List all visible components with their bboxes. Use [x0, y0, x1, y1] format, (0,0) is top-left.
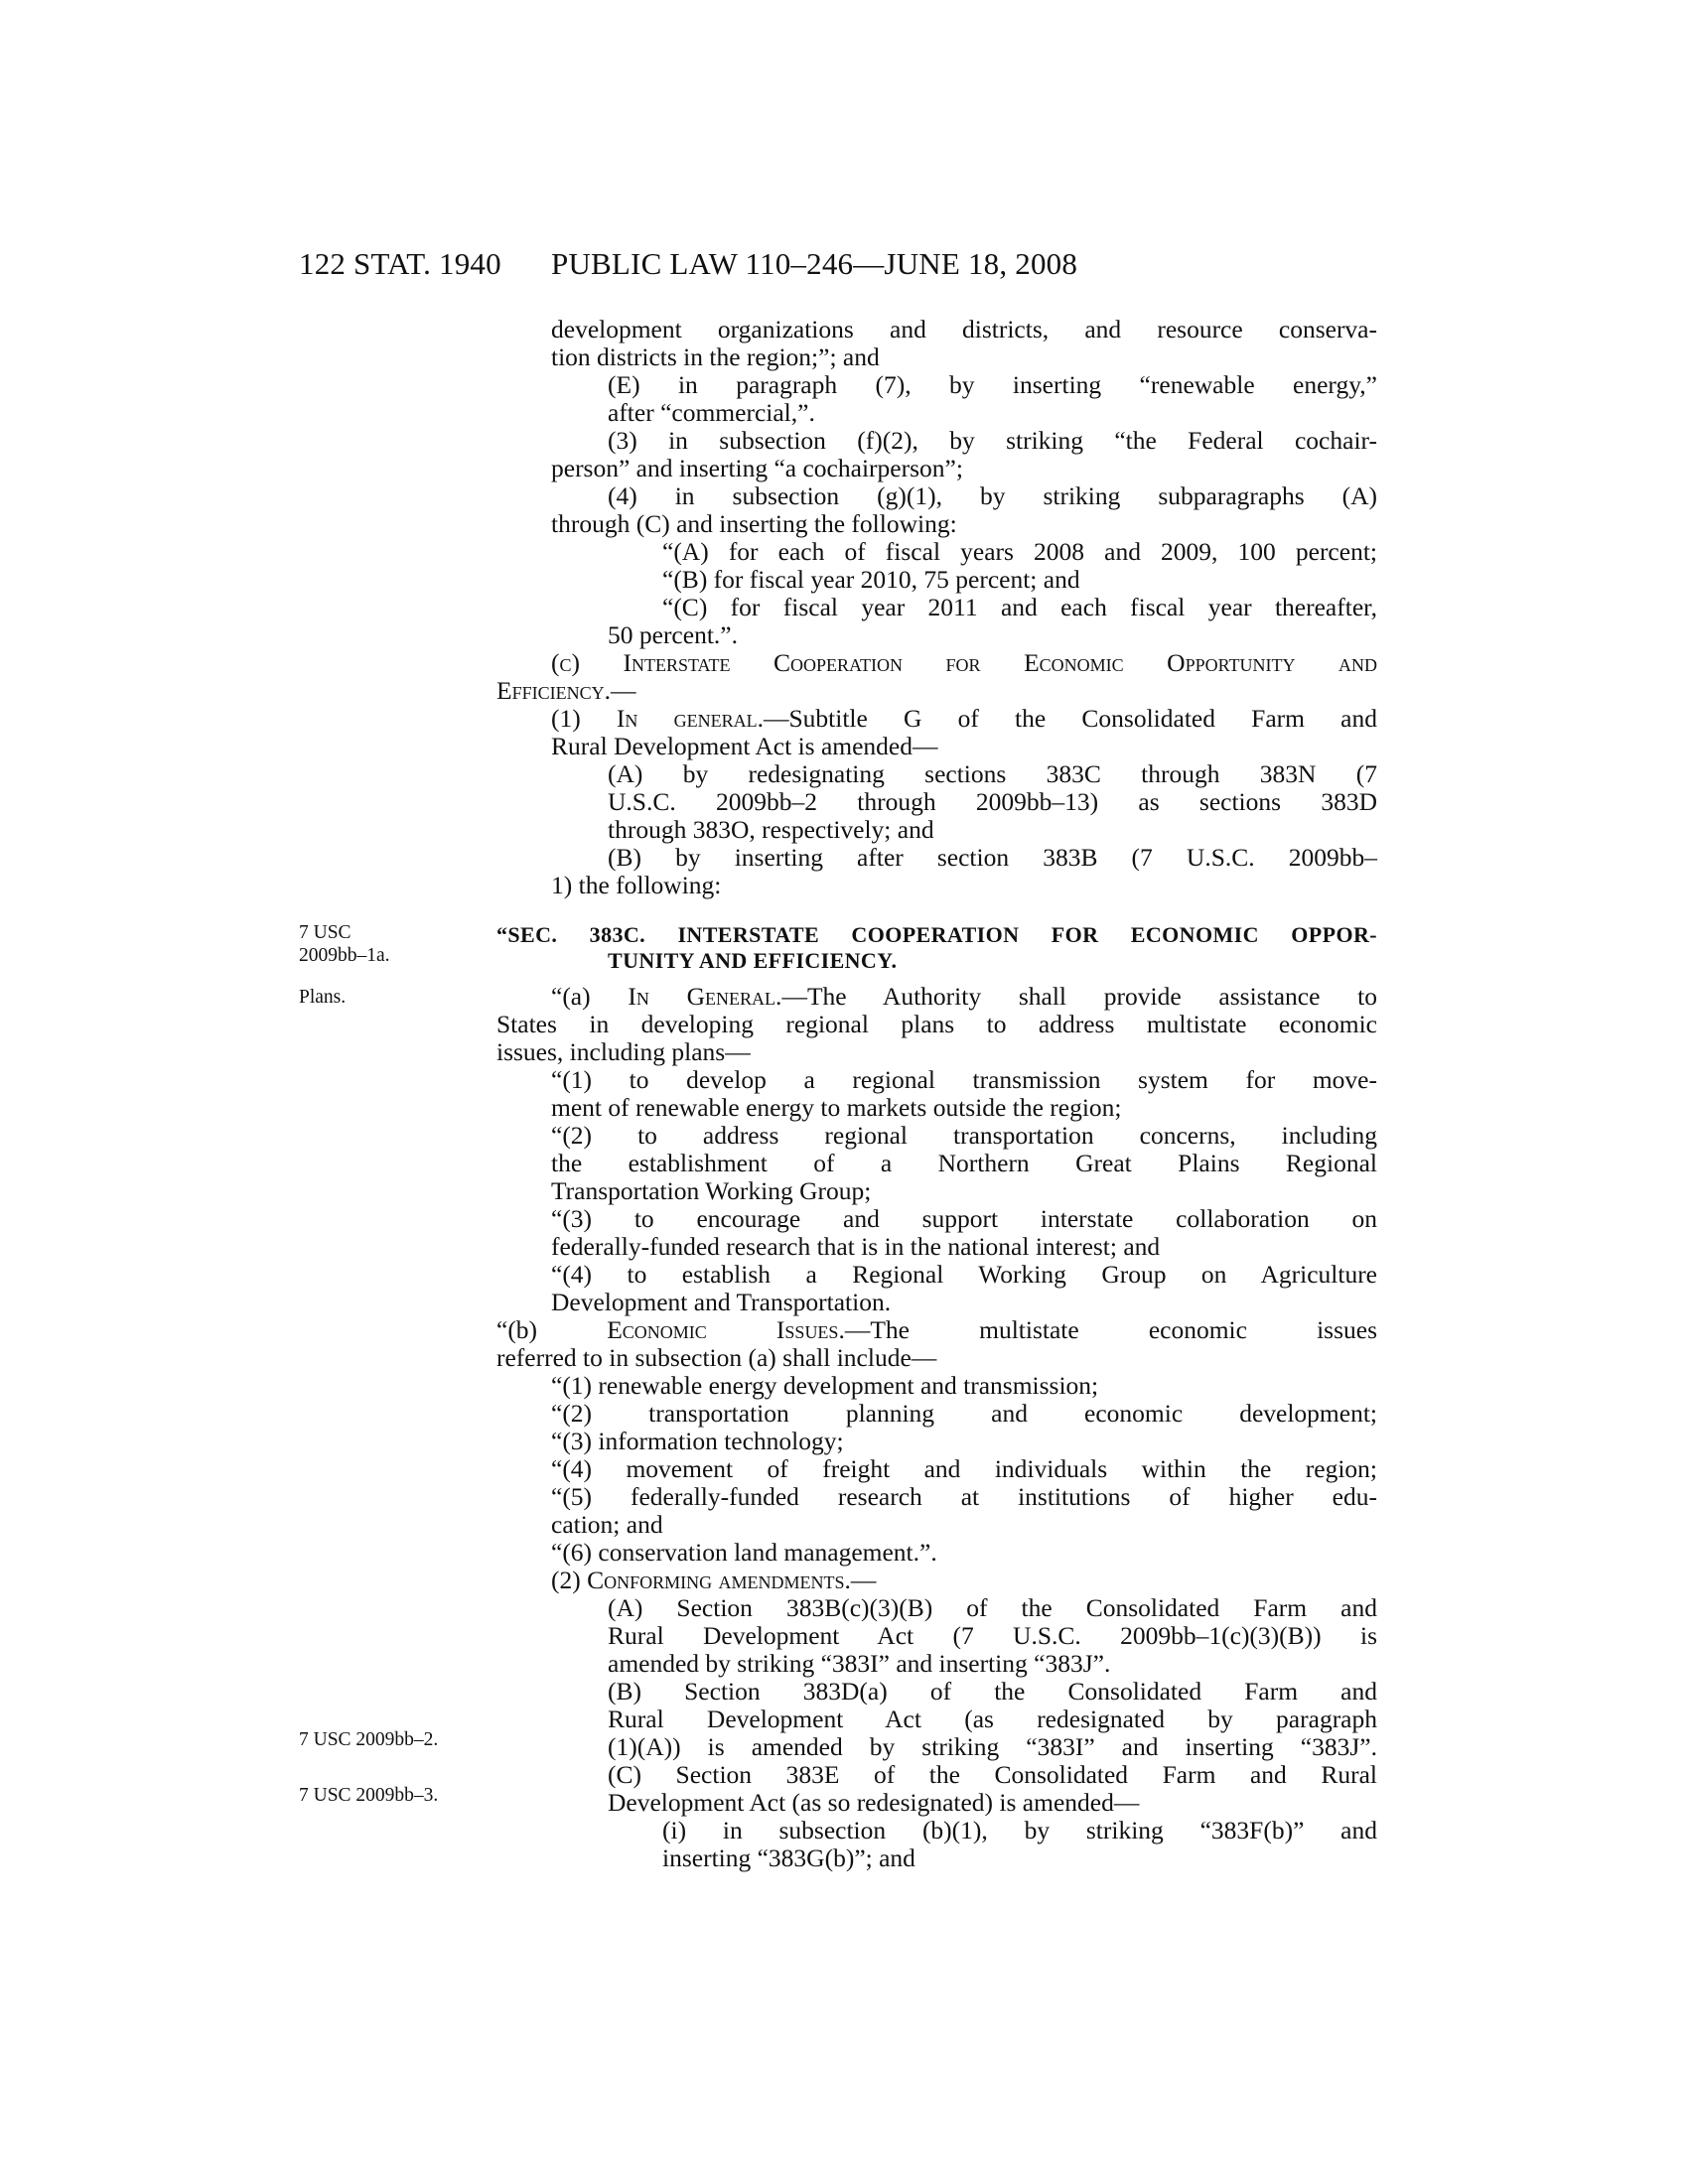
- text-line: development organizations and districts, and resource conserva-: [551, 315, 1377, 343]
- margin-note-usc-1a-line1: 7 USC: [299, 922, 352, 943]
- text-line: “(3) information technology;: [551, 1427, 844, 1455]
- text-line: (E) in paragraph (7), by inserting “renewable energy,”: [608, 370, 1377, 399]
- paragraph-2-heading: [551, 1567, 876, 1594]
- text-line: through (C) and inserting the following:: [551, 509, 957, 538]
- text-line: 1) the following:: [551, 871, 722, 899]
- margin-note-usc-3: 7 USC 2009bb–3.: [299, 1785, 439, 1806]
- page-running-title: PUBLIC LAW 110–246—JUNE 18, 2008: [551, 246, 1078, 281]
- paragraph-1-text: —Subtitle G of the Consolidated Farm and: [763, 704, 1377, 733]
- subsection-a-title: In General.: [628, 982, 782, 1011]
- section-heading: “SEC. 383C. INTERSTATE COOPERATION FOR ECONOMIC OPPOR-: [496, 922, 1377, 947]
- subsection-b-title: Economic Issues.: [607, 1315, 845, 1344]
- margin-note-plans: Plans.: [299, 987, 347, 1008]
- text-line: issues, including plans—: [496, 1037, 751, 1066]
- text-line: “(5) federally-funded research at institutions of higher edu-: [551, 1482, 1377, 1511]
- text-line: “(1) to develop a regional transmission system for move-: [551, 1065, 1377, 1094]
- text-line: (3) in subsection (f)(2), by striking “the Federal cochair-: [608, 426, 1377, 455]
- text-line: Rural Development Act is amended—: [551, 732, 938, 760]
- text-line: inserting “383G(b)”; and: [662, 1843, 915, 1872]
- subsection-b-text: —The multistate economic issues: [844, 1315, 1378, 1344]
- subsection-b-label: “(b): [496, 1315, 608, 1344]
- text-line: 50 percent.”.: [608, 620, 738, 649]
- text-line: person” and inserting “a cochairperson”;: [551, 454, 963, 482]
- paragraph-1-label: (1) In general.: [551, 704, 764, 733]
- text-line: “(2) to address regional transportation concerns, including: [551, 1121, 1377, 1150]
- subsection-b-heading: [496, 1316, 1377, 1344]
- text-line: States in developing regional plans to address multistate economic: [496, 1010, 1377, 1038]
- text-line: “(B) for fiscal year 2010, 75 percent; and: [662, 565, 1080, 594]
- text-line: Development and Transportation.: [551, 1288, 892, 1316]
- text-line: Development Act (as so redesignated) is amended—: [608, 1788, 1140, 1817]
- text-line: “(6) conservation land management.”.: [551, 1538, 937, 1567]
- paragraph-2-dash: —: [850, 1566, 877, 1594]
- text-line: federally-funded research that is in the national interest; and: [551, 1232, 1161, 1261]
- text-line: the establishment of a Northern Great Plains Regional: [551, 1149, 1377, 1177]
- text-line: amended by striking “383I” and inserting “383J”.: [608, 1649, 1111, 1678]
- text-line: “(3) to encourage and support interstate collaboration on: [551, 1204, 1377, 1233]
- subsection-c-heading: (c) Interstate Cooperation for Economic Opportunity and: [551, 648, 1377, 677]
- text-line: (C) Section 383E of the Consolidated Farm and Rural: [608, 1760, 1377, 1789]
- page-stat-citation: 122 STAT. 1940: [299, 246, 501, 281]
- subsection-a-heading: [551, 983, 1377, 1011]
- text-line: U.S.C. 2009bb–2 through 2009bb–13) as sections 383D: [608, 787, 1377, 816]
- text-line: (i) in subsection (b)(1), by striking “383F(b)” and: [662, 1816, 1377, 1844]
- text-line: referred to in subsection (a) shall include—: [496, 1343, 937, 1372]
- paragraph-1-heading: [551, 705, 1377, 733]
- text-line: (B) by inserting after section 383B (7 U.S.C. 2009bb–: [608, 843, 1377, 872]
- text-line: “(2) transportation planning and economic development;: [551, 1399, 1377, 1428]
- text-line: (1)(A)) is amended by striking “383I” and inserting “383J”.: [608, 1732, 1377, 1761]
- text-line: cation; and: [551, 1510, 663, 1539]
- text-line: (4) in subsection (g)(1), by striking subparagraphs (A): [608, 481, 1377, 510]
- text-line: Rural Development Act (as redesignated by paragraph: [608, 1705, 1377, 1733]
- text-line: “(A) for each of fiscal years 2008 and 2009, 100 percent;: [662, 537, 1377, 566]
- subsection-c-heading-cont: Efficiency.—: [496, 676, 636, 705]
- margin-note-usc-2: 7 USC 2009bb–2.: [299, 1729, 439, 1750]
- text-line: through 383O, respectively; and: [608, 815, 934, 844]
- text-line: “(4) to establish a Regional Working Group on Agriculture: [551, 1260, 1377, 1289]
- text-line: (B) Section 383D(a) of the Consolidated Farm and: [608, 1677, 1377, 1706]
- text-line: Rural Development Act (7 U.S.C. 2009bb–1(c)(3)(B)) is: [608, 1621, 1377, 1650]
- section-heading-cont: TUNITY AND EFFICIENCY.: [608, 948, 898, 973]
- text-line: ment of renewable energy to markets outside the region;: [551, 1093, 1122, 1122]
- text-line: (A) by redesignating sections 383C through 383N (7: [608, 759, 1377, 788]
- text-line: tion districts in the region;”; and: [551, 342, 880, 371]
- margin-note-usc-1a-line2: 2009bb–1a.: [299, 945, 390, 966]
- text-line: after “commercial,”.: [608, 398, 815, 427]
- paragraph-2-label: (2) Conforming amendments.: [551, 1566, 851, 1594]
- text-line: Transportation Working Group;: [551, 1176, 872, 1205]
- subsection-a-text: —The Authority shall provide assistance to: [781, 982, 1377, 1011]
- text-line: “(C) for fiscal year 2011 and each fiscal year thereafter,: [662, 593, 1377, 621]
- text-line: (A) Section 383B(c)(3)(B) of the Consolidated Farm and: [608, 1593, 1377, 1622]
- text-line: “(1) renewable energy development and transmission;: [551, 1371, 1099, 1400]
- text-line: “(4) movement of freight and individuals within the region;: [551, 1454, 1377, 1483]
- subsection-a-label: “(a): [551, 982, 629, 1011]
